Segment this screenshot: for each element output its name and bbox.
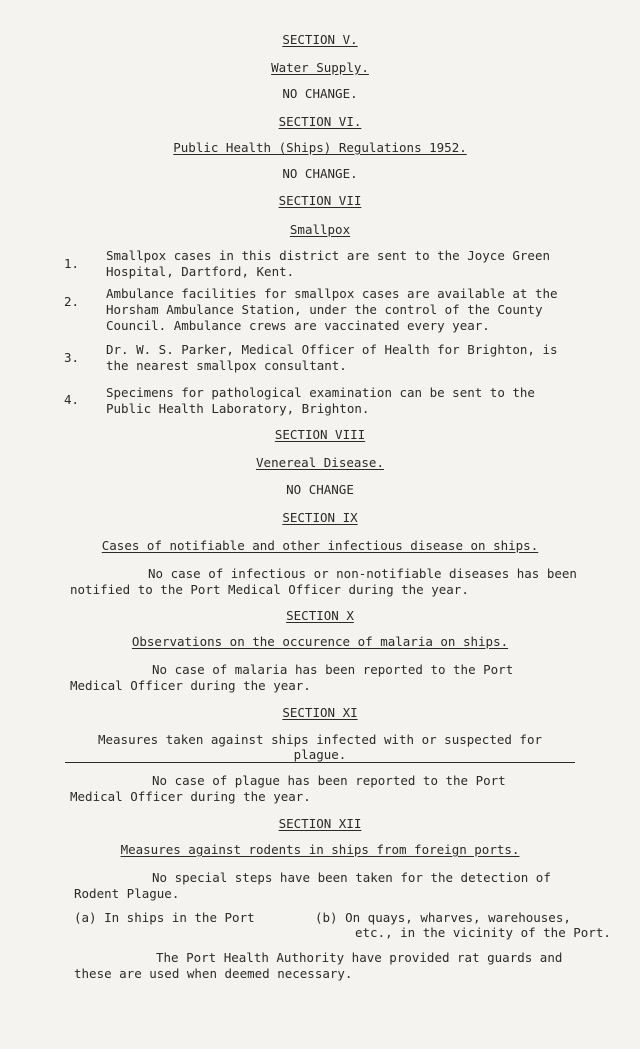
section-v-heading: SECTION V. <box>282 32 358 47</box>
infectious-disease-title: Cases of notifiable and other infectious disease on ships. <box>101 538 539 553</box>
rat-guards-line: The Port Health Authority have provided rat guards and <box>156 950 563 965</box>
section-xii-heading: SECTION XII <box>278 816 362 831</box>
rodents-title: Measures against rodents in ships from foreign ports. <box>120 842 520 857</box>
item-line: Council. Ambulance crews are vaccinated every year. <box>106 318 490 333</box>
section-v-status: NO CHANGE. <box>282 86 358 101</box>
section-viii-status: NO CHANGE <box>286 482 354 497</box>
item-number: 1. <box>64 256 80 271</box>
section-vi-heading: SECTION VI. <box>278 114 362 129</box>
item-text <box>106 286 606 334</box>
water-supply-title: Water Supply. <box>271 60 369 75</box>
item-text <box>106 385 606 417</box>
section-xi-heading: SECTION XI <box>282 705 358 720</box>
plague-word: plague. <box>65 747 575 763</box>
ships-regulations-title: Public Health (Ships) Regulations 1952. <box>173 140 467 155</box>
item-line: Horsham Ambulance Station, under the control of the County <box>106 302 543 317</box>
venereal-disease-title: Venereal Disease. <box>256 455 384 470</box>
section-viii-heading: SECTION VIII <box>274 427 366 442</box>
section-x-line: No case of malaria has been reported to the Port <box>152 662 514 677</box>
section-xii-line: No special steps have been taken for the detection of <box>152 870 551 885</box>
section-vi-status: NO CHANGE. <box>282 166 358 181</box>
section-xi-line: Medical Officer during the year. <box>70 789 311 804</box>
item-number: 4. <box>64 392 80 407</box>
item-number: 3. <box>64 350 80 365</box>
quays-item-line2: etc., in the vicinity of the Port. <box>355 925 611 940</box>
smallpox-title: Smallpox <box>289 222 351 237</box>
section-vii-heading: SECTION VII <box>278 193 362 208</box>
item-line: Dr. W. S. Parker, Medical Officer of Health for Brighton, is <box>106 342 558 357</box>
section-ix-heading: SECTION IX <box>282 510 358 525</box>
item-line: the nearest smallpox consultant. <box>106 358 347 373</box>
rat-guards-line: these are used when deemed necessary. <box>74 966 353 981</box>
section-x-heading: SECTION X <box>286 608 354 623</box>
malaria-title: Observations on the occurence of malaria on ships. <box>131 634 509 649</box>
quays-item-line1: (b) On quays, wharves, warehouses, <box>315 910 571 925</box>
item-text <box>106 342 606 374</box>
plague-title-line2 <box>0 747 640 763</box>
section-xii-line: Rodent Plague. <box>74 886 180 901</box>
item-text <box>106 248 606 280</box>
section-xi-line: No case of plague has been reported to the Port <box>152 773 506 788</box>
ships-in-port-item: (a) In ships in the Port <box>74 910 255 925</box>
item-line: Specimens for pathological examination can be sent to the <box>106 385 535 400</box>
item-line: Smallpox cases in this district are sent to the Joyce Green <box>106 248 551 263</box>
plague-title-line1: Measures taken against ships infected with or suspected for <box>97 732 542 747</box>
item-line: Hospital, Dartford, Kent. <box>106 264 295 279</box>
item-line: Public Health Laboratory, Brighton. <box>106 401 370 416</box>
section-x-line: Medical Officer during the year. <box>70 678 311 693</box>
section-ix-line: No case of infectious or non-notifiable diseases has been <box>148 566 577 581</box>
section-ix-line: notified to the Port Medical Officer during the year. <box>70 582 469 597</box>
item-line: Ambulance facilities for smallpox cases are available at the <box>106 286 558 301</box>
item-number: 2. <box>64 294 80 309</box>
